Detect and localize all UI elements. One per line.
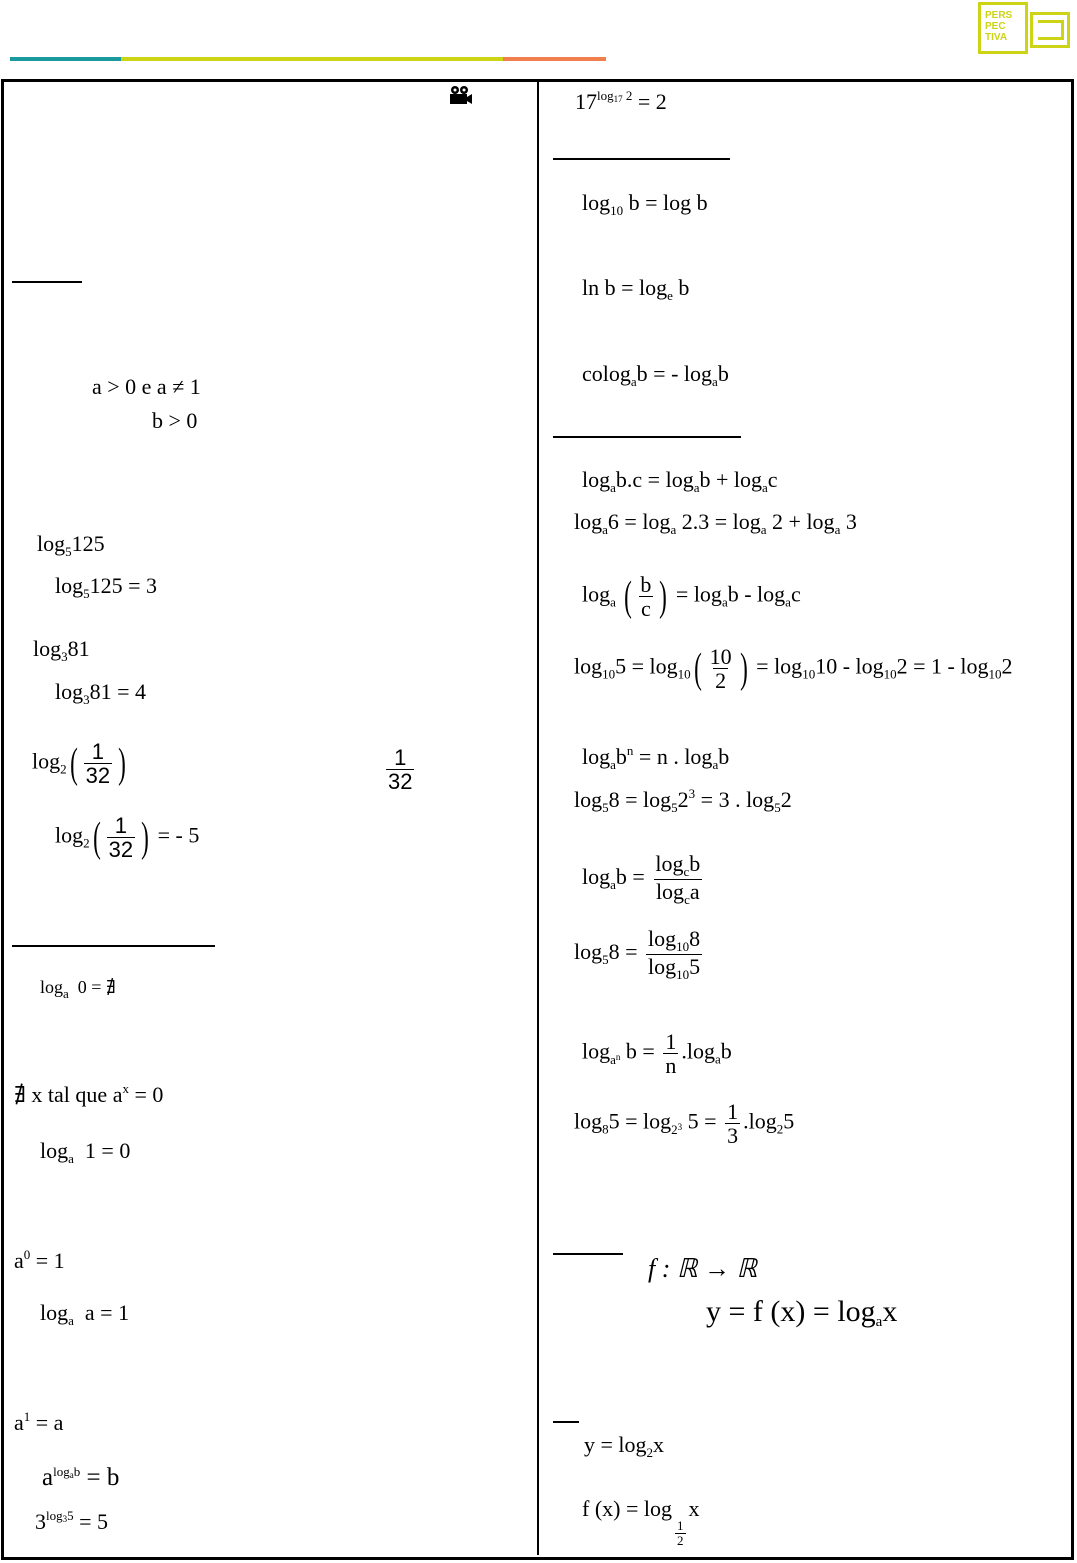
power-example: $\log_58 = \log_52^3 = 3$ . $\log_52$ [574, 786, 792, 815]
logo-line-3: TIVA [985, 32, 1008, 43]
teal-segment [10, 57, 121, 61]
product-example: $\log_a6 = \log_a 2.3 = \log_a 2 + \log_a 3$ [574, 509, 857, 537]
function-definition: y = f $(x) = \log_ax$ [706, 1295, 898, 1330]
section-rule-5 [553, 1253, 623, 1255]
graph-example-1: $y = \log_2x$ [584, 1432, 665, 1460]
example-1-result: $\log_5125 = 3$ [55, 573, 158, 601]
example-3-result: $\log_2$ ( $\frac{1}{32}$ ) = - 5 [55, 813, 200, 863]
log-a-a: $\log_a a = 1$ [40, 1300, 130, 1328]
section-rule-4 [553, 436, 741, 438]
quotient-example: $\log_{10}5 = \log_{10}$ ( $\frac{10}{2}$ ) = $\log_{10}10 - \log_{10}2 = 1 - \log_{10}2$ [574, 644, 1013, 694]
log-one: $\log_a 1 = 0$ [40, 1138, 131, 1166]
orange-segment [503, 57, 606, 61]
condition-a: a > 0 e a ≠ 1 [92, 374, 201, 399]
logo-line-2: PEC [985, 21, 1006, 32]
video-camera-icon[interactable] [449, 85, 473, 105]
log-zero-explanation: ∄ x tal que $a^x = 0$ [14, 1081, 164, 1107]
colog: colog$_a$b = - $\log_ab$ [582, 361, 729, 389]
logo-line-1: PERS [985, 10, 1013, 21]
a-power-zero: $a^0 = 1$ [14, 1247, 65, 1273]
perspectiva-logo [978, 2, 1074, 56]
section-rule-6 [553, 1421, 579, 1423]
seventeen-example: $17^{log_{17} 2} = 2$ [575, 88, 667, 114]
column-divider [537, 82, 539, 1555]
example-3: $\log_2$ ( $\frac{1}{32}$ ) [32, 739, 126, 789]
log-zero: $\log_a 0$ = ∄ [40, 977, 116, 1001]
section-rule-2 [12, 945, 215, 947]
a-power-one: $a^1 = a$ [14, 1409, 64, 1435]
section-rule-1 [12, 281, 82, 283]
decimal-log: $\log_{10} b = \log b$ [582, 190, 708, 218]
condition-b: b > 0 [152, 408, 198, 433]
function-domain: f : ℝ → ℝ [648, 1254, 758, 1283]
quotient-rule: $\log_a$ ( $\frac{b}{c}$ ) = $\log_ab - \log_ac$ [582, 572, 801, 622]
product-rule: $\log_ab.c = \log_ab + \log_ac$ [582, 467, 778, 495]
section-rule-3 [553, 158, 730, 160]
base-power-rule: $\log_{a^n} b$ = $\frac{1}{n}$ $.\log_ab$ [582, 1029, 732, 1079]
a-log-identity: $a^{log_ab} = b$ [42, 1464, 120, 1491]
base-power-example: $\log_85 = \log_{2^3} 5$ = $\frac{1}{3}$ $.\log_25$ [574, 1099, 795, 1149]
graph-example-2: f (x) = log $\frac{1}{2}$ x [582, 1496, 700, 1548]
yellow-segment [121, 57, 503, 61]
example-2: $\log_381$ [33, 636, 90, 664]
change-of-base-example: $\log_58$ = $\frac{\log_{10}8}{\log_{10}5}$ [574, 926, 701, 982]
example-2-result: $\log_381 = 4$ [55, 679, 147, 707]
three-log-example: $3^{log_35} = 5$ [35, 1508, 109, 1534]
example-1: $\log_5125$ [37, 531, 105, 559]
header-color-bar [10, 57, 606, 61]
example-3-side-fraction: $\frac{1}{32}$ [388, 745, 413, 795]
natural-log: $\ln b = \log_e b$ [582, 275, 690, 303]
power-rule: $\log_ab^n = n$ . $\log_ab$ [582, 743, 730, 772]
change-of-base: $\log_ab$ = $\frac{\log_cb}{\log_ca}$ [582, 851, 701, 907]
